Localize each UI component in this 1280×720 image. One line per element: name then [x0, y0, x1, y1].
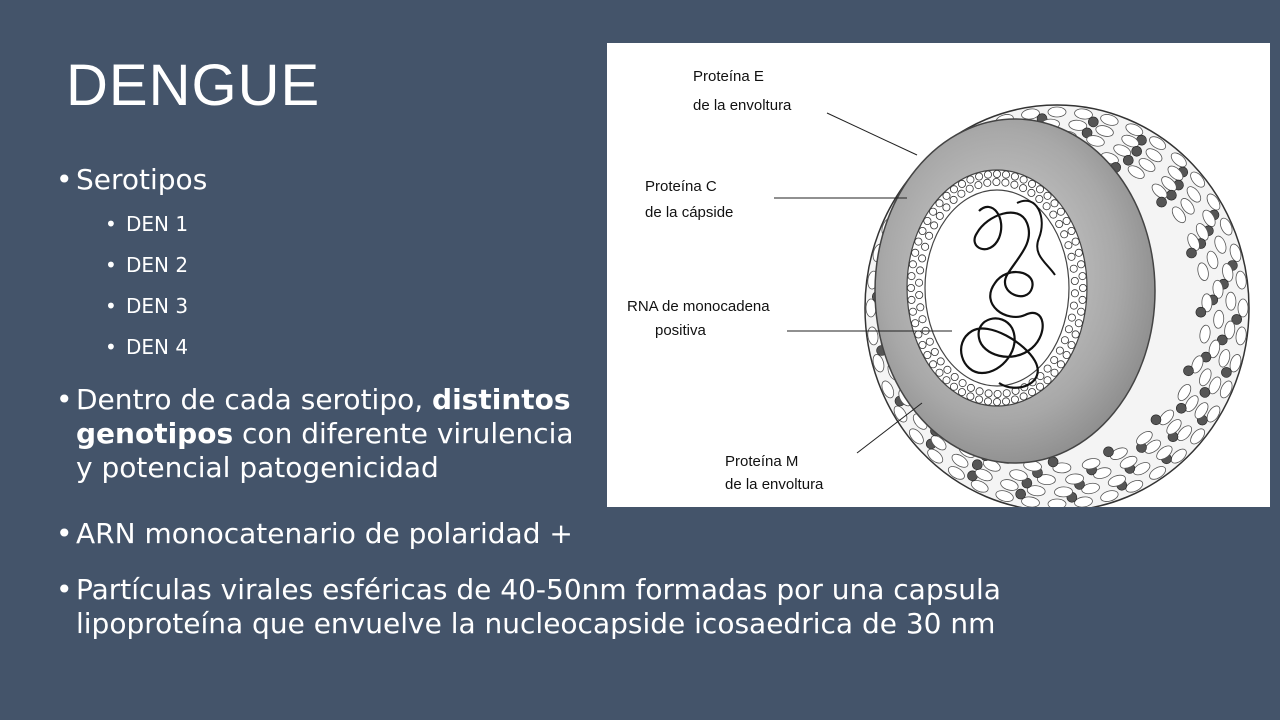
bullet-den-4: • DEN 4	[105, 335, 189, 359]
envelope-dot	[1016, 489, 1026, 499]
capsid-dot	[915, 238, 922, 245]
capsid-dot	[993, 178, 1000, 185]
capsid-dot	[912, 320, 919, 327]
capsid-dot	[994, 390, 1001, 397]
capsid-dot	[1020, 176, 1027, 183]
envelope-dot	[1123, 155, 1133, 165]
capsid-dot	[975, 182, 982, 189]
label-protein-c: Proteína C de la cápside	[645, 178, 734, 221]
capsid-dot	[1065, 326, 1072, 333]
capsid-dot	[958, 190, 965, 197]
capsid-dot	[1063, 351, 1070, 358]
capsid-dot	[1061, 337, 1068, 344]
capsid-dot	[1072, 331, 1079, 338]
capsid-dot	[908, 273, 915, 280]
capsid-dot	[1050, 211, 1057, 218]
capsid-dot	[1061, 231, 1068, 238]
capsid-dot	[1068, 341, 1075, 348]
capsid-dot	[1068, 314, 1075, 321]
bullet-dot: •	[56, 517, 73, 550]
capsid-dot	[1028, 180, 1035, 187]
capsid-dot	[944, 366, 951, 373]
bullet-genotipos: • Dentro de cada serotipo, distintos genotipos con diferente virulencia y potencial patogenicidad	[56, 383, 574, 484]
capsid-dot	[919, 316, 926, 323]
capsid-dot	[917, 304, 924, 311]
slide-title: DENGUE	[66, 53, 321, 118]
envelope-dot	[1196, 307, 1206, 317]
capsid-dot	[950, 383, 957, 390]
envelope-oval	[866, 299, 876, 317]
capsid-dot	[1079, 273, 1086, 280]
capsid-dot	[1051, 369, 1058, 376]
capsid-dot	[1071, 290, 1078, 297]
capsid-dot	[931, 222, 938, 229]
label-rna: RNA de monocadena positiva	[627, 298, 770, 339]
capsid-dot	[1011, 396, 1018, 403]
envelope-dot	[1088, 117, 1098, 127]
capsid-dot	[936, 369, 943, 376]
capsid-dot	[1057, 208, 1064, 215]
capsid-dot	[922, 243, 929, 250]
label-protein-e: Proteína E de la envoltura	[693, 68, 792, 114]
capsid-dot	[1072, 238, 1079, 245]
capsid-dot	[976, 388, 983, 395]
bullet-dot: •	[105, 253, 117, 277]
capsid-dot	[1078, 308, 1085, 315]
capsid-dot	[926, 232, 933, 239]
capsid-dot	[943, 204, 950, 211]
capsid-dot	[984, 398, 991, 405]
capsid-dot	[1068, 227, 1075, 234]
capsid-dot	[1065, 242, 1072, 249]
envelope-dot	[1200, 387, 1210, 397]
capsid-dot	[958, 389, 965, 396]
capsid-dot	[1036, 186, 1043, 193]
capsid-dot	[916, 291, 923, 298]
bullet-arn: • ARN monocatenario de polaridad +	[56, 517, 573, 550]
capsid-dot	[1043, 203, 1050, 210]
capsid-dot	[976, 173, 983, 180]
bullet-dot: •	[105, 212, 117, 236]
capsid-dot	[958, 180, 965, 187]
capsid-dot	[1044, 377, 1051, 384]
capsid-dot	[1075, 249, 1082, 256]
capsid-dot	[1020, 393, 1027, 400]
capsid-dot	[924, 351, 931, 358]
bullet-dot: •	[105, 294, 117, 318]
capsid-dot	[909, 261, 916, 268]
capsid-dot	[1056, 220, 1063, 227]
capsid-dot	[926, 338, 933, 345]
bullet-dot: •	[56, 163, 73, 196]
envelope-dot	[1104, 447, 1114, 457]
bullet-den-2: • DEN 2	[105, 253, 189, 277]
capsid-dot	[1068, 253, 1075, 260]
capsid-dot	[915, 331, 922, 338]
capsid-dot	[950, 196, 957, 203]
capsid-dot	[966, 185, 973, 192]
capsid-dot	[993, 170, 1000, 177]
capsid-dot	[1079, 284, 1086, 291]
envelope-oval	[1226, 292, 1237, 310]
capsid-dot	[967, 176, 974, 183]
capsid-dot	[936, 200, 943, 207]
bullet-den-3: • DEN 3	[105, 294, 189, 318]
label-protein-m: Proteína M de la envoltura	[725, 453, 824, 493]
capsid-dot	[993, 398, 1000, 405]
envelope-oval	[1048, 107, 1066, 117]
capsid-dot	[1020, 185, 1027, 192]
capsid-dot	[943, 377, 950, 384]
capsid-dot	[1011, 173, 1018, 180]
envelope-dot	[1166, 190, 1176, 200]
virion-svg	[607, 43, 1270, 507]
capsid-dot	[931, 348, 938, 355]
capsid-dot	[1057, 361, 1064, 368]
capsid-dot	[1044, 365, 1051, 372]
dengue-virion-diagram	[607, 43, 1270, 507]
envelope-dot	[1151, 415, 1161, 425]
bullet-dot: •	[56, 383, 73, 416]
capsid-dot	[1028, 189, 1035, 196]
inner-core	[925, 190, 1069, 386]
envelope-dot	[1157, 197, 1167, 207]
capsid-dot	[959, 380, 966, 387]
capsid-dot	[976, 396, 983, 403]
capsid-dot	[943, 192, 950, 199]
capsid-dot	[1070, 302, 1077, 309]
bullet-dot: •	[56, 573, 73, 606]
capsid-dot	[950, 186, 957, 193]
capsid-dot	[909, 308, 916, 315]
capsid-dot	[916, 279, 923, 286]
envelope-dot	[1187, 248, 1197, 258]
capsid-dot	[984, 179, 991, 186]
capsid-dot	[1002, 171, 1009, 178]
capsid-dot	[930, 208, 937, 215]
bullet-dot: •	[105, 335, 117, 359]
bullet-serotipos: • Serotipos	[56, 163, 208, 196]
envelope-dot	[1176, 403, 1186, 413]
capsid-dot	[1056, 347, 1063, 354]
bullet-den-1: • DEN 1	[105, 212, 189, 236]
capsid-dot	[1002, 398, 1009, 405]
capsid-dot	[1051, 357, 1058, 364]
envelope-oval	[1238, 299, 1248, 317]
capsid-dot	[1063, 217, 1070, 224]
capsid-dot	[919, 227, 926, 234]
capsid-dot	[919, 255, 926, 262]
capsid-dot	[1002, 179, 1009, 186]
envelope-dot	[1184, 366, 1194, 376]
capsid-dot	[936, 212, 943, 219]
capsid-dot	[984, 171, 991, 178]
capsid-dot	[1079, 296, 1086, 303]
capsid-dot	[919, 341, 926, 348]
capsid-dot	[967, 384, 974, 391]
capsid-dot	[951, 373, 958, 380]
capsid-dot	[937, 358, 944, 365]
capsid-dot	[1028, 389, 1035, 396]
capsid-dot	[912, 249, 919, 256]
envelope-oval	[1048, 499, 1066, 507]
capsid-dot	[1036, 383, 1043, 390]
capsid-dot	[930, 361, 937, 368]
capsid-dot	[1075, 320, 1082, 327]
capsid-dot	[1003, 390, 1010, 397]
capsid-dot	[1051, 200, 1058, 207]
capsid-dot	[917, 267, 924, 274]
capsid-dot	[1044, 192, 1051, 199]
envelope-dot	[1132, 146, 1142, 156]
envelope-dot	[972, 460, 982, 470]
capsid-dot	[1036, 195, 1043, 202]
capsid-dot	[1011, 181, 1018, 188]
capsid-dot	[1078, 261, 1085, 268]
capsid-dot	[908, 296, 915, 303]
capsid-dot	[924, 217, 931, 224]
capsid-dot	[1070, 265, 1077, 272]
capsid-dot	[1071, 277, 1078, 284]
envelope-oval	[1054, 487, 1072, 498]
envelope-dot	[1221, 367, 1231, 377]
capsid-dot	[985, 390, 992, 397]
capsid-dot	[967, 393, 974, 400]
capsid-dot	[907, 284, 914, 291]
bullet-particulas: • Partículas virales esféricas de 40-50nm formadas por una capsula lipoproteína que envuelve la nucleocapside icosaedrica de 30 nm	[56, 573, 1001, 640]
